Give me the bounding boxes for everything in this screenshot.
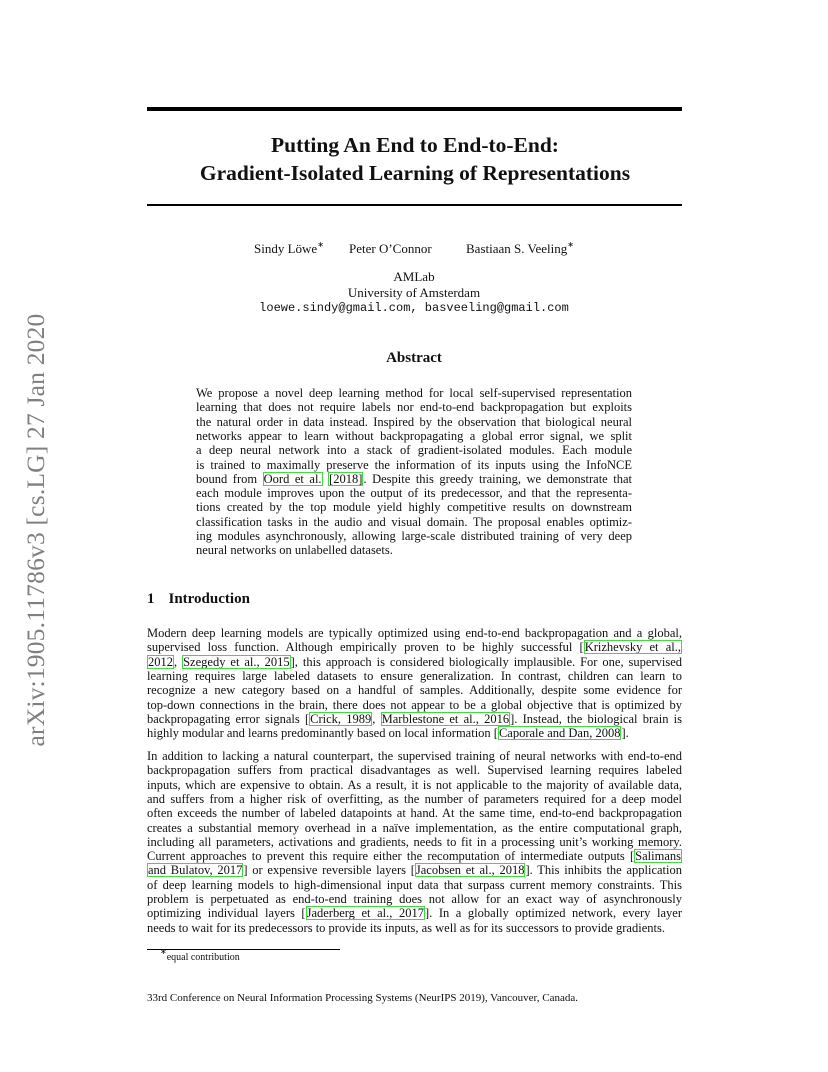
abstract-line: tions created by the top module yield highly competitive results on downstream — [196, 500, 632, 515]
intro-p1-line: recognize a new category based on a handful of samples. Additionally, despite some evidence for — [147, 683, 682, 698]
arxiv-identifier-sidebar — [14, 300, 58, 760]
author-1-mark: ∗ — [317, 240, 324, 249]
intro-p2-line: problem is perpetuated as end-to-end training does not allow for an exact way of asynchronously — [147, 892, 682, 906]
citation-link[interactable]: Marblestone et al., 2016 — [381, 711, 510, 726]
intro-p2-line: including all parameters, activations and gradients, needs to fit in a processing unit’s working memory. — [147, 834, 682, 849]
text-segment: ], this approach is considered biologically implausible. For one, supervised — [290, 654, 683, 669]
author-2-name: Peter O’Connor — [349, 241, 432, 256]
author-1 — [254, 241, 324, 257]
abstract-line: neural networks on unlabelled datasets. — [196, 543, 393, 558]
intro-p1-line — [147, 655, 682, 669]
citation-link[interactable]: Jaderberg et al., 2017 — [306, 906, 424, 921]
intro-p2-line: inputs, which are expensive to obtain. As a result, it is not applicable to the majority of available data, — [147, 777, 682, 792]
author-3-mark: ∗ — [567, 240, 574, 249]
intro-p1-line: top-down connections in the brain, there does not appear to be a global objective that is optimized by — [147, 697, 682, 712]
intro-p2-line — [147, 863, 682, 877]
intro-p2-line — [147, 849, 682, 863]
footnote-mark: ∗ — [160, 947, 167, 956]
text-segment: optimizing individual layers [ — [147, 906, 306, 921]
text-segment: ]. — [621, 726, 629, 741]
intro-p1-line — [147, 726, 629, 740]
citation-link[interactable]: 2012 — [148, 654, 173, 669]
intro-p1-line — [147, 640, 682, 654]
text-segment: ]. In a globally optimized network, every layer — [424, 906, 682, 921]
text-segment: , — [372, 711, 381, 726]
abstract-line: ing modules asynchronously, allowing large-scale distributed training of very deep — [196, 529, 632, 543]
intro-p1-line: Modern deep learning models are typically optimized using end-to-end backpropagation and a global, — [147, 626, 682, 640]
text-segment: . Despite this greedy training, we demonstrate that — [363, 471, 632, 486]
text-segment: ] or expensive reversible layers [ — [243, 863, 415, 878]
text-segment: bound from — [196, 471, 263, 486]
affiliation-university: University of Amsterdam — [347, 285, 481, 300]
abstract-heading: Abstract — [386, 350, 442, 366]
abstract-line: networks appear to learn without backpropagating a global error signal, we split — [196, 428, 632, 443]
citation-link[interactable]: [2018] — [329, 471, 363, 486]
text-segment: ]. This inhibits the application — [525, 863, 682, 878]
citation-link[interactable]: Jacobsen et al., 2018 — [415, 863, 525, 878]
text-segment: backpropagating error signals [ — [147, 711, 310, 726]
text-segment: , — [174, 654, 183, 669]
citation-link[interactable]: Szegedy et al., 2015 — [183, 654, 290, 669]
arxiv-id-text: arXiv:1905.11786v3 [cs.LG] 27 Jan 2020 — [21, 313, 50, 747]
text-segment: ]. Instead, the biological brain is — [510, 711, 683, 726]
section-heading — [147, 591, 250, 608]
abstract-line: a deep neural network into a stack of gradient-isolated modules. Each module — [196, 443, 632, 458]
text-segment: Current approaches to prevent this require either the recomputation of intermediate outputs [ — [147, 849, 635, 864]
intro-p1-line: learning requires large labeled datasets to ensure generalization. In contrast, children can learn to — [147, 668, 682, 683]
author-2 — [349, 241, 432, 257]
intro-p1-line — [147, 712, 682, 726]
abstract-line: classification tasks in the audio and visual domain. The proposal enables optimiz- — [196, 514, 632, 529]
intro-p2-line: and suffers from a higher risk of overfitting, as the number of parameters required for a deep model — [147, 791, 682, 806]
paper-title-line-1: Putting An End to End-to-End: — [271, 133, 559, 157]
citation-link[interactable]: Crick, 1989 — [310, 711, 372, 726]
footnote — [160, 947, 240, 963]
author-emails: loewe.sindy@gmail.com, basveeling@gmail.com — [259, 301, 569, 315]
intro-p2-line: needs to wait for its predecessors to provide its inputs, as well as for its successors to provide gradients. — [147, 920, 665, 935]
abstract-line: is trained to maximally preserve the information of its inputs using the InfoNCE — [196, 457, 632, 472]
intro-p2-line: backpropagation suffers from practical disadvantages as well. Supervised learning requires labeled — [147, 763, 682, 778]
author-3-name: Bastiaan S. Veeling — [466, 241, 568, 256]
intro-p2-line: creates a substantial memory overhead in a naïve implementation, as the entire computational graph, — [147, 820, 682, 835]
title-top-rule — [147, 107, 682, 111]
intro-p2-line: of deep learning models to high-dimensional input data that surpass current memory constraints. This — [147, 877, 682, 892]
citation-link[interactable]: Caporale and Dan, 2008 — [498, 726, 621, 741]
author-3 — [466, 241, 574, 257]
affiliation-lab: AMLab — [393, 269, 435, 284]
citation-link[interactable]: Oord et al. — [263, 471, 322, 486]
abstract-line: each module improves upon the output of its predecessor, and that the representa- — [196, 486, 632, 501]
author-1-name: Sindy Löwe — [254, 241, 318, 256]
citation-link[interactable]: Krizhevsky et al., — [584, 640, 681, 655]
section-number: 1 — [147, 591, 155, 607]
citation-link[interactable]: Salimans — [635, 849, 681, 864]
abstract-line: We propose a novel deep learning method for local self-supervised representation — [196, 386, 632, 400]
abstract-line: learning that does not require labels nor end-to-end backpropagation but exploits — [196, 400, 632, 415]
intro-p2-line: often exceeds the number of labeled datapoints at hand. At the same time, end-to-end backpropagation — [147, 806, 682, 821]
intro-p2-line: In addition to lacking a natural counterpart, the supervised training of neural networks with end-to-end — [147, 749, 682, 763]
section-title-text: Introduction — [168, 591, 250, 607]
text-segment: supervised loss function. Although empirically proven to be highly successful [ — [147, 640, 584, 655]
title-bottom-rule — [147, 204, 682, 206]
intro-p2-line — [147, 906, 682, 920]
abstract-line — [196, 472, 632, 486]
citation-link[interactable]: and Bulatov, 2017 — [148, 863, 243, 878]
abstract-line: the natural order in data instead. Inspired by the observation that biological neural — [196, 414, 632, 429]
conference-note: 33rd Conference on Neural Information Processing Systems (NeurIPS 2019), Vancouver, Canada. — [147, 992, 579, 1004]
footnote-rule — [147, 949, 340, 950]
paper-title-line-2: Gradient-Isolated Learning of Representations — [199, 161, 631, 185]
text-segment: highly modular and learns predominantly based on local information [ — [147, 726, 498, 741]
footnote-text: equal contribution — [166, 952, 240, 963]
